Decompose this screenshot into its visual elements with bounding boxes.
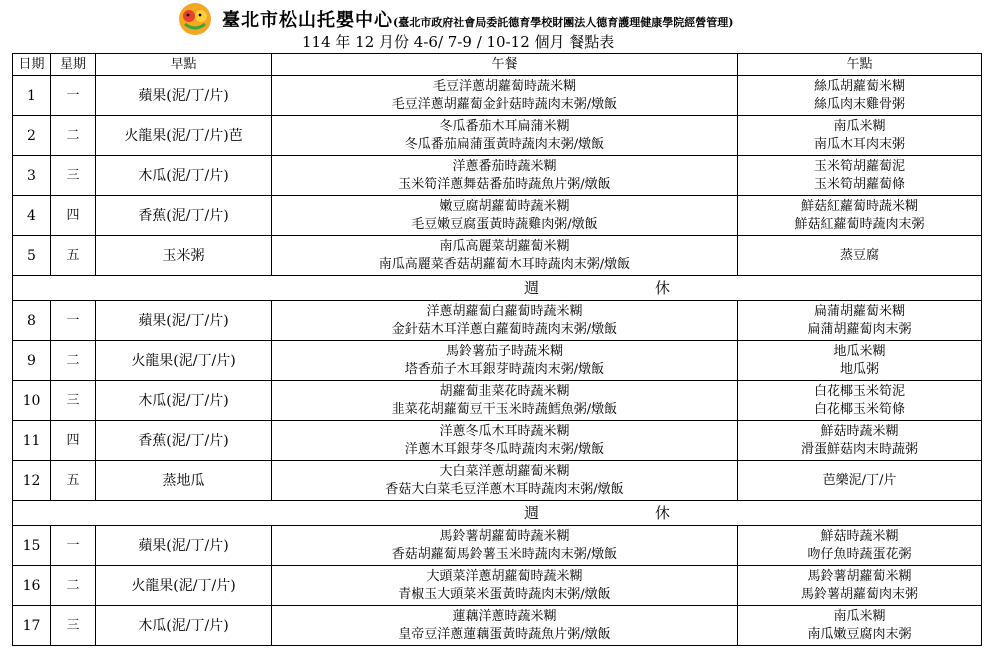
cell-date: 5 — [13, 236, 51, 276]
cell-breakfast: 蘋果(泥/丁/片) — [96, 76, 272, 116]
cell-date: 4 — [13, 196, 51, 236]
cell-snack — [738, 116, 982, 156]
weekend-row — [13, 501, 982, 526]
snack-line-1: 扁蒲胡蘿蔔米糊 — [813, 303, 905, 319]
cell-snack — [738, 236, 982, 276]
lunch-line-1: 馬鈴薯茄子時蔬米糊 — [445, 343, 563, 359]
cell-breakfast: 蘋果(泥/丁/片) — [96, 301, 272, 341]
cell-weekday: 三 — [51, 606, 96, 646]
weekend-row — [13, 276, 982, 301]
cell-date: 12 — [13, 461, 51, 501]
cell-snack — [738, 76, 982, 116]
title-note: (臺北市政府社會局委託德育學校財團法人德育護理健康學院經營管理) — [393, 16, 734, 29]
lunch-line-1: 毛豆洋蔥胡蘿蔔時蔬米糊 — [432, 78, 576, 94]
snack-line-2: 吻仔魚時蔬蛋花粥 — [807, 546, 912, 562]
lunch-line-1: 蓮藕洋蔥時蔬米糊 — [452, 608, 557, 624]
lunch-line-2: 南瓜高麗菜香菇胡蘿蔔木耳時蔬肉末粥/燉飯 — [378, 256, 631, 272]
cell-snack — [738, 196, 982, 236]
cell-date: 11 — [13, 421, 51, 461]
cell-breakfast: 火龍果(泥/丁/片) — [96, 341, 272, 381]
snack-line-1: 鮮菇時蔬米糊 — [820, 528, 899, 544]
cell-snack — [738, 341, 982, 381]
snack-line-1: 地瓜米糊 — [833, 343, 886, 359]
snack-line-2: 扁蒲胡蘿蔔肉末粥 — [807, 321, 912, 337]
snack-line-2: 絲瓜肉末雞骨粥 — [813, 96, 905, 112]
lunch-line-2: 塔香茄子木耳銀芽時蔬肉末粥/燉飯 — [404, 361, 605, 377]
cell-breakfast: 木瓜(泥/丁/片) — [96, 606, 272, 646]
table-row — [13, 526, 982, 566]
cell-lunch — [272, 341, 738, 381]
table-row — [13, 236, 982, 276]
cell-lunch — [272, 381, 738, 421]
lunch-line-1: 洋蔥冬瓜木耳時蔬米糊 — [439, 423, 570, 439]
cell-breakfast: 蘋果(泥/丁/片) — [96, 526, 272, 566]
cell-date: 8 — [13, 301, 51, 341]
lunch-line-1: 胡蘿蔔韭菜花時蔬米糊 — [439, 383, 570, 399]
table-row — [13, 156, 982, 196]
lunch-line-1: 冬瓜番茄木耳扁蒲米糊 — [439, 118, 570, 134]
header-snack: 午點 — [738, 54, 982, 76]
cell-lunch — [272, 301, 738, 341]
cell-snack — [738, 156, 982, 196]
cell-weekday: 五 — [51, 236, 96, 276]
table-row — [13, 341, 982, 381]
weekend-cell — [13, 276, 982, 301]
header-date: 日期 — [13, 54, 51, 76]
cell-snack — [738, 526, 982, 566]
table-row — [13, 421, 982, 461]
cell-weekday: 二 — [51, 341, 96, 381]
cell-lunch — [272, 421, 738, 461]
table-row — [13, 461, 982, 501]
page-header — [0, 0, 992, 52]
cell-snack — [738, 421, 982, 461]
cell-weekday: 四 — [51, 196, 96, 236]
page-subtitle: 114 年 12 月份 4-6/ 7-9 / 10-12 個月 餐點表 — [302, 33, 615, 51]
lunch-line-1: 洋蔥番茄時蔬米糊 — [452, 158, 557, 174]
weekend-label-right: 休 — [655, 279, 671, 297]
cell-breakfast: 蒸地瓜 — [96, 461, 272, 501]
lunch-line-1: 嫩豆腐胡蘿蔔時蔬米糊 — [439, 198, 570, 214]
lunch-line-2: 青椒玉大頭菜米蛋黃時蔬肉末粥/燉飯 — [398, 586, 611, 602]
cell-weekday: 二 — [51, 116, 96, 156]
cell-breakfast: 火龍果(泥/丁/片) — [96, 566, 272, 606]
cell-breakfast: 木瓜(泥/丁/片) — [96, 381, 272, 421]
cell-date: 17 — [13, 606, 51, 646]
cell-breakfast: 香蕉(泥/丁/片) — [96, 196, 272, 236]
lunch-line-1: 大頭菜洋蔥胡蘿蔔時蔬米糊 — [426, 568, 583, 584]
lunch-line-2: 毛豆洋蔥胡蘿蔔金針菇時蔬肉末粥/燉飯 — [391, 96, 618, 112]
lunch-line-1: 洋蔥胡蘿蔔白蘿蔔時蔬米糊 — [426, 303, 583, 319]
weekend-label-left: 週 — [523, 279, 539, 297]
header-breakfast: 早點 — [96, 54, 272, 76]
cell-lunch — [272, 76, 738, 116]
lunch-line-2: 冬瓜番茄扁蒲蛋黃時蔬肉末粥/燉飯 — [404, 136, 605, 152]
snack-line-1: 芭樂泥/丁/片 — [822, 472, 897, 488]
cell-breakfast: 火龍果(泥/丁/片)芭 — [96, 116, 272, 156]
snack-line-1: 鮮菇時蔬米糊 — [820, 423, 899, 439]
cell-date: 2 — [13, 116, 51, 156]
table-header-row — [13, 54, 982, 76]
header-lunch: 午餐 — [272, 54, 738, 76]
cell-weekday: 一 — [51, 76, 96, 116]
snack-line-1: 鮮菇紅蘿蔔時蔬米糊 — [800, 198, 918, 214]
cell-snack — [738, 566, 982, 606]
table-row — [13, 301, 982, 341]
cell-date: 10 — [13, 381, 51, 421]
lunch-line-2: 毛豆嫩豆腐蛋黃時蔬雞肉粥/燉飯 — [411, 216, 598, 232]
cell-date: 16 — [13, 566, 51, 606]
cell-lunch — [272, 461, 738, 501]
weekend-label-left: 週 — [523, 504, 539, 522]
cell-weekday: 一 — [51, 301, 96, 341]
lunch-line-2: 金針菇木耳洋蔥白蘿蔔時蔬肉末粥/燉飯 — [391, 321, 618, 337]
title-main: 臺北市松山托嬰中心 — [222, 10, 393, 31]
cell-date: 1 — [13, 76, 51, 116]
snack-line-2: 玉米筍胡蘿蔔條 — [813, 176, 905, 192]
lunch-line-2: 韭菜花胡蘿蔔豆干玉米時蔬鱈魚粥/燉飯 — [391, 401, 618, 417]
lunch-line-1: 南瓜高麗菜胡蘿蔔米糊 — [439, 238, 570, 254]
cell-lunch — [272, 116, 738, 156]
cell-date: 15 — [13, 526, 51, 566]
table-row — [13, 76, 982, 116]
cell-weekday: 一 — [51, 526, 96, 566]
snack-line-2: 白花椰玉米筍條 — [813, 401, 905, 417]
cell-lunch — [272, 196, 738, 236]
lunch-line-1: 大白菜洋蔥胡蘿蔔米糊 — [439, 463, 570, 479]
cell-breakfast: 香蕉(泥/丁/片) — [96, 421, 272, 461]
cell-breakfast: 玉米粥 — [96, 236, 272, 276]
snack-line-1: 玉米筍胡蘿蔔泥 — [813, 158, 905, 174]
snack-line-2: 南瓜嫩豆腐肉末粥 — [807, 626, 912, 642]
snack-line-1: 南瓜米糊 — [833, 118, 886, 134]
snack-line-2: 滑蛋鮮菇肉末時蔬粥 — [800, 441, 918, 457]
weekend-cell — [13, 501, 982, 526]
cell-weekday: 二 — [51, 566, 96, 606]
snack-line-2: 南瓜木耳肉末粥 — [813, 136, 905, 152]
table-row — [13, 381, 982, 421]
cell-breakfast: 木瓜(泥/丁/片) — [96, 156, 272, 196]
table-row — [13, 606, 982, 646]
snack-line-2: 地瓜粥 — [839, 361, 879, 377]
cell-weekday: 四 — [51, 421, 96, 461]
cell-snack — [738, 461, 982, 501]
snack-line-1: 馬鈴薯胡蘿蔔米糊 — [807, 568, 912, 584]
page-title — [222, 6, 733, 32]
lunch-line-2: 香菇大白菜毛豆洋蔥木耳時蔬肉末粥/燉飯 — [385, 481, 624, 497]
cell-date: 9 — [13, 341, 51, 381]
snack-line-1: 絲瓜胡蘿蔔米糊 — [813, 78, 905, 94]
lunch-line-2: 洋蔥木耳銀芽冬瓜時蔬肉末粥/燉飯 — [404, 441, 605, 457]
lunch-line-2: 玉米筍洋蔥舞菇番茄時蔬魚片粥/燉飯 — [398, 176, 611, 192]
daycare-logo-icon — [175, 2, 215, 36]
cell-snack — [738, 301, 982, 341]
snack-line-2: 馬鈴薯胡蘿蔔肉末粥 — [800, 586, 918, 602]
cell-lunch — [272, 236, 738, 276]
header-weekday: 星期 — [51, 54, 96, 76]
table-row — [13, 566, 982, 606]
cell-date: 3 — [13, 156, 51, 196]
cell-weekday: 三 — [51, 381, 96, 421]
snack-line-1: 蒸豆腐 — [839, 247, 879, 263]
cell-weekday: 三 — [51, 156, 96, 196]
table-row — [13, 196, 982, 236]
cell-snack — [738, 606, 982, 646]
cell-lunch — [272, 526, 738, 566]
cell-lunch — [272, 606, 738, 646]
cell-snack — [738, 381, 982, 421]
cell-lunch — [272, 156, 738, 196]
menu-table — [12, 53, 982, 646]
lunch-line-1: 馬鈴薯胡蘿蔔時蔬米糊 — [439, 528, 570, 544]
snack-line-2: 鮮菇紅蘿蔔時蔬肉末粥 — [794, 216, 925, 232]
table-row — [13, 116, 982, 156]
weekend-label-right: 休 — [655, 504, 671, 522]
cell-lunch — [272, 566, 738, 606]
snack-line-1: 南瓜米糊 — [833, 608, 886, 624]
lunch-line-2: 香菇胡蘿蔔馬鈴薯玉米時蔬肉末粥/燉飯 — [391, 546, 618, 562]
lunch-line-2: 皇帝豆洋蔥蓮藕蛋黃時蔬魚片粥/燉飯 — [398, 626, 611, 642]
snack-line-1: 白花椰玉米筍泥 — [813, 383, 905, 399]
cell-weekday: 五 — [51, 461, 96, 501]
